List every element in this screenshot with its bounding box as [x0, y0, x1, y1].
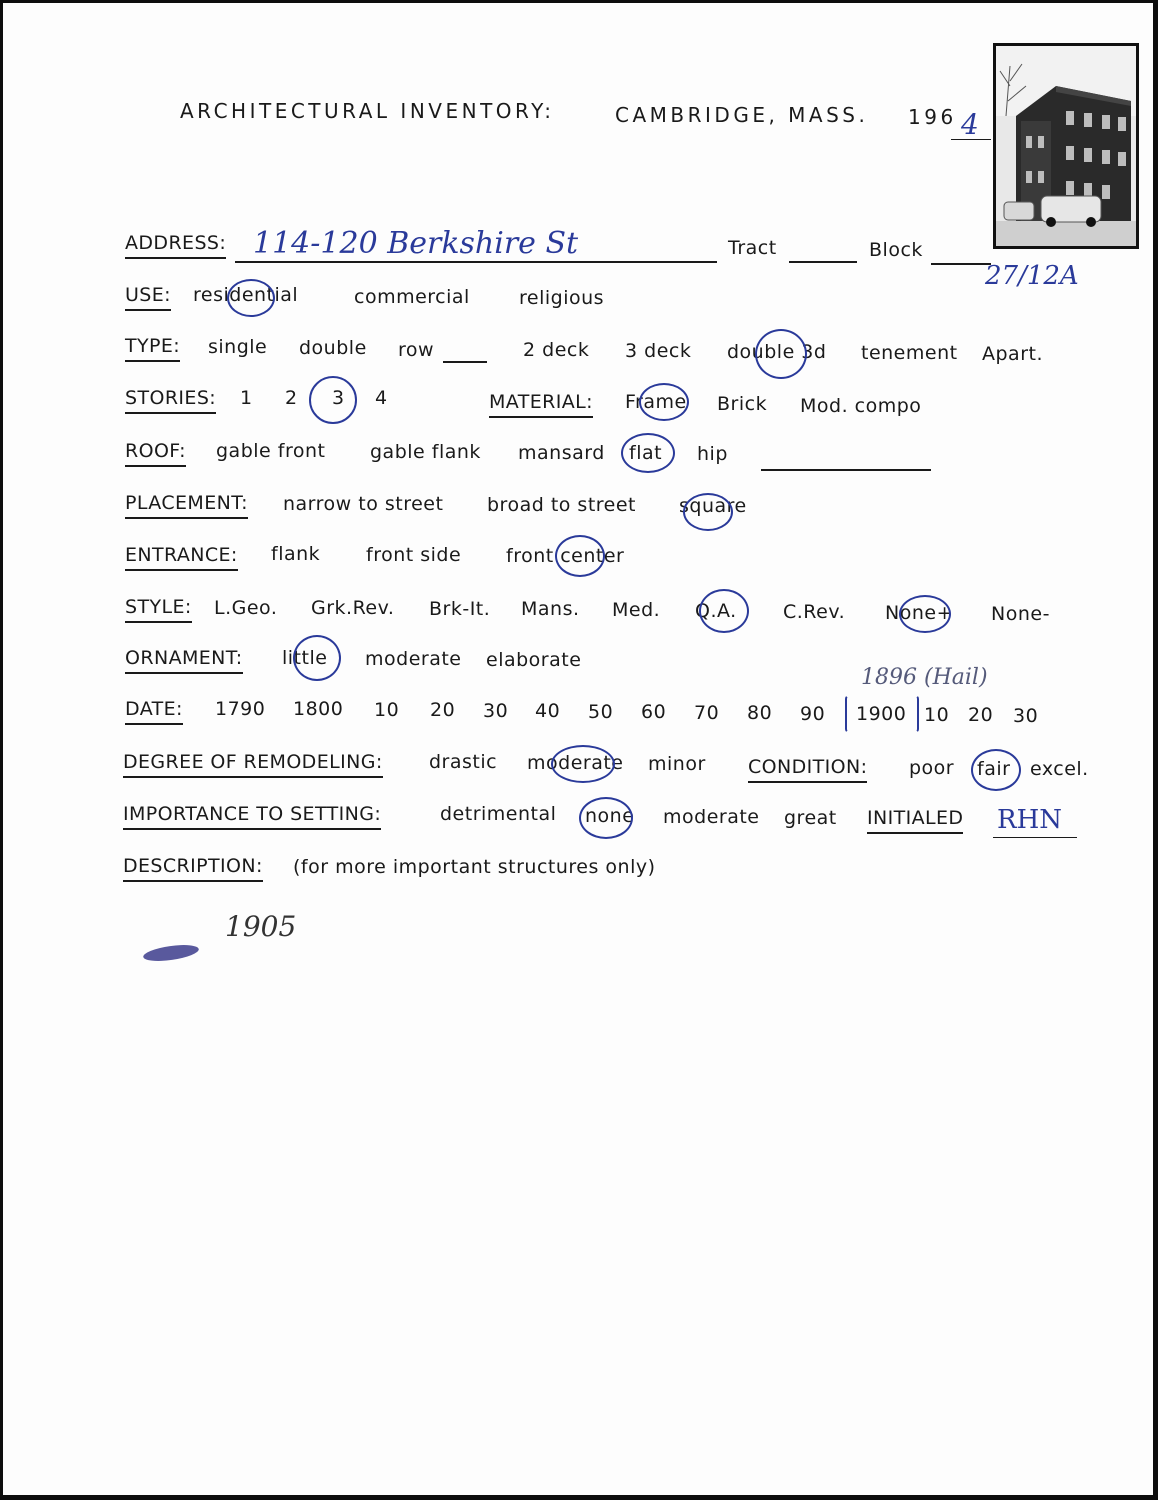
style-option-grk-rev[interactable]: Grk.Rev.	[311, 597, 395, 619]
roof-option-hip[interactable]: hip	[697, 443, 728, 465]
placement-option-narrow[interactable]: narrow to street	[283, 493, 444, 515]
roof-option-mansard[interactable]: mansard	[518, 442, 605, 464]
style-option-c-rev[interactable]: C.Rev.	[783, 601, 846, 623]
stories-option-1[interactable]: 1	[240, 387, 253, 409]
entrance-option-front-side[interactable]: front side	[366, 544, 462, 566]
description-note[interactable]: 1905	[225, 910, 297, 943]
stories-label: STORIES:	[125, 389, 216, 414]
block-line	[931, 263, 991, 265]
importance-option-moderate[interactable]: moderate	[663, 806, 760, 828]
block-label: Block	[869, 239, 923, 261]
type-option-double-3d[interactable]: double 3d	[727, 341, 827, 363]
type-option-3-deck[interactable]: 3 deck	[625, 340, 692, 362]
selection-circle	[683, 493, 733, 531]
material-label: MATERIAL:	[489, 393, 593, 418]
form-year-digit: 4	[961, 108, 979, 141]
ink-smudge	[141, 939, 201, 967]
stories-option-3[interactable]: 3	[332, 387, 345, 409]
selection-circle	[293, 635, 341, 681]
selection-circle	[551, 745, 615, 783]
form-year: 196	[908, 105, 957, 129]
remodeling-option-moderate[interactable]: moderate	[527, 752, 624, 774]
condition-option-fair[interactable]: fair	[977, 758, 1011, 780]
selection-circle	[621, 433, 675, 473]
selection-circle	[639, 383, 689, 421]
date-option-1900[interactable]: 1900	[856, 703, 907, 725]
address-value[interactable]: 114-120 Berkshire St	[253, 226, 579, 261]
building-photo	[993, 43, 1139, 249]
remodeling-option-drastic[interactable]: drastic	[429, 751, 498, 773]
date-option[interactable]: 1800	[293, 698, 344, 720]
roof-other-line	[761, 469, 931, 471]
type-option-tenement[interactable]: tenement	[861, 342, 958, 364]
placement-option-broad[interactable]: broad to street	[487, 494, 637, 516]
roof-option-flat[interactable]: flat	[629, 442, 663, 464]
date-option[interactable]: 70	[694, 702, 720, 724]
inventory-form	[3, 3, 1153, 1495]
remodeling-label: DEGREE OF REMODELING:	[123, 753, 383, 778]
selection-bracket	[845, 695, 919, 733]
roof-option-gable-front[interactable]: gable front	[216, 440, 326, 462]
importance-option-great[interactable]: great	[784, 807, 837, 829]
placement-option-square[interactable]: square	[679, 495, 747, 517]
style-option-none-minus[interactable]: None-	[991, 603, 1050, 625]
date-option[interactable]: 40	[535, 700, 561, 722]
selection-circle	[227, 279, 275, 317]
date-option[interactable]: 1790	[215, 698, 266, 720]
selection-circle	[755, 329, 807, 379]
date-option[interactable]: 60	[641, 701, 667, 723]
use-option-residential[interactable]: residential	[193, 284, 299, 306]
date-option[interactable]: 50	[588, 701, 614, 723]
initialed-line	[993, 837, 1077, 838]
remodeling-option-minor[interactable]: minor	[648, 753, 706, 775]
tract-label: Tract	[728, 237, 777, 259]
date-label: DATE:	[125, 700, 183, 725]
form-location: CAMBRIDGE, MASS.	[615, 103, 869, 127]
use-option-religious[interactable]: religious	[519, 287, 605, 309]
material-option-frame[interactable]: Frame	[625, 391, 687, 413]
selection-circle	[971, 749, 1021, 791]
description-label: DESCRIPTION:	[123, 857, 263, 882]
year-underline	[951, 139, 991, 140]
date-option[interactable]: 10	[374, 699, 400, 721]
description-hint: (for more important structures only)	[293, 856, 656, 878]
type-option-double[interactable]: double	[299, 337, 367, 359]
selection-circle	[579, 797, 633, 839]
form-title: ARCHITECTURAL INVENTORY:	[180, 99, 555, 123]
type-label: TYPE:	[125, 337, 180, 362]
type-option-2-deck[interactable]: 2 deck	[523, 339, 590, 361]
selection-circle	[899, 595, 951, 633]
initialed-label: INITIALED	[867, 809, 963, 834]
date-option[interactable]: 90	[800, 703, 826, 725]
material-option-brick[interactable]: Brick	[717, 393, 768, 415]
type-option-apart[interactable]: Apart.	[982, 343, 1044, 365]
ornament-label: ORNAMENT:	[125, 649, 243, 674]
date-option[interactable]: 30	[483, 700, 509, 722]
date-option[interactable]: 80	[747, 702, 773, 724]
initialed-value[interactable]: RHN	[997, 805, 1062, 835]
roof-option-gable-flank[interactable]: gable flank	[370, 441, 481, 463]
entrance-label: ENTRANCE:	[125, 546, 238, 571]
tract-line	[789, 261, 857, 263]
address-line	[235, 261, 717, 263]
type-option-single[interactable]: single	[208, 336, 268, 358]
style-option-med[interactable]: Med.	[612, 599, 661, 621]
date-option[interactable]: 30	[1013, 705, 1039, 727]
selection-circle	[555, 535, 605, 577]
style-option-mans[interactable]: Mans.	[521, 598, 580, 620]
material-option-mod-compo[interactable]: Mod. compo	[800, 395, 922, 417]
date-note: 1896 (Hail)	[861, 665, 988, 690]
block-value[interactable]: 27/12A	[985, 261, 1079, 291]
use-option-commercial[interactable]: commercial	[354, 286, 470, 308]
style-label: STYLE:	[125, 598, 192, 623]
style-option-none-plus[interactable]: None+	[885, 602, 953, 624]
date-option[interactable]: 20	[430, 699, 456, 721]
style-option-qa[interactable]: Q.A.	[695, 600, 737, 622]
stories-option-4[interactable]: 4	[375, 387, 388, 409]
selection-circle	[309, 376, 357, 424]
date-option[interactable]: 20	[968, 704, 994, 726]
condition-label: CONDITION:	[748, 758, 867, 783]
style-option-l-geo[interactable]: L.Geo.	[214, 597, 278, 619]
date-option[interactable]: 10	[924, 704, 950, 726]
use-label: USE:	[125, 286, 171, 311]
condition-option-excel[interactable]: excel.	[1030, 758, 1089, 780]
type-option-row[interactable]: row	[398, 339, 435, 361]
importance-option-detrimental[interactable]: detrimental	[440, 803, 557, 825]
importance-label: IMPORTANCE TO SETTING:	[123, 805, 381, 830]
style-option-brk-it[interactable]: Brk-It.	[429, 598, 491, 620]
photo-image	[996, 46, 1136, 246]
ornament-option-elaborate[interactable]: elaborate	[486, 649, 582, 671]
importance-option-none[interactable]: none	[585, 805, 635, 827]
roof-label: ROOF:	[125, 442, 186, 467]
ornament-option-little[interactable]: little	[282, 647, 328, 669]
row-blank-line	[443, 361, 487, 363]
selection-circle	[699, 589, 749, 633]
condition-option-poor[interactable]: poor	[909, 757, 955, 779]
address-label: ADDRESS:	[125, 234, 226, 259]
placement-label: PLACEMENT:	[125, 494, 248, 519]
entrance-option-flank[interactable]: flank	[271, 543, 321, 565]
stories-option-2[interactable]: 2	[285, 387, 298, 409]
entrance-option-front-center[interactable]: front center	[506, 545, 625, 567]
ornament-option-moderate[interactable]: moderate	[365, 648, 462, 670]
